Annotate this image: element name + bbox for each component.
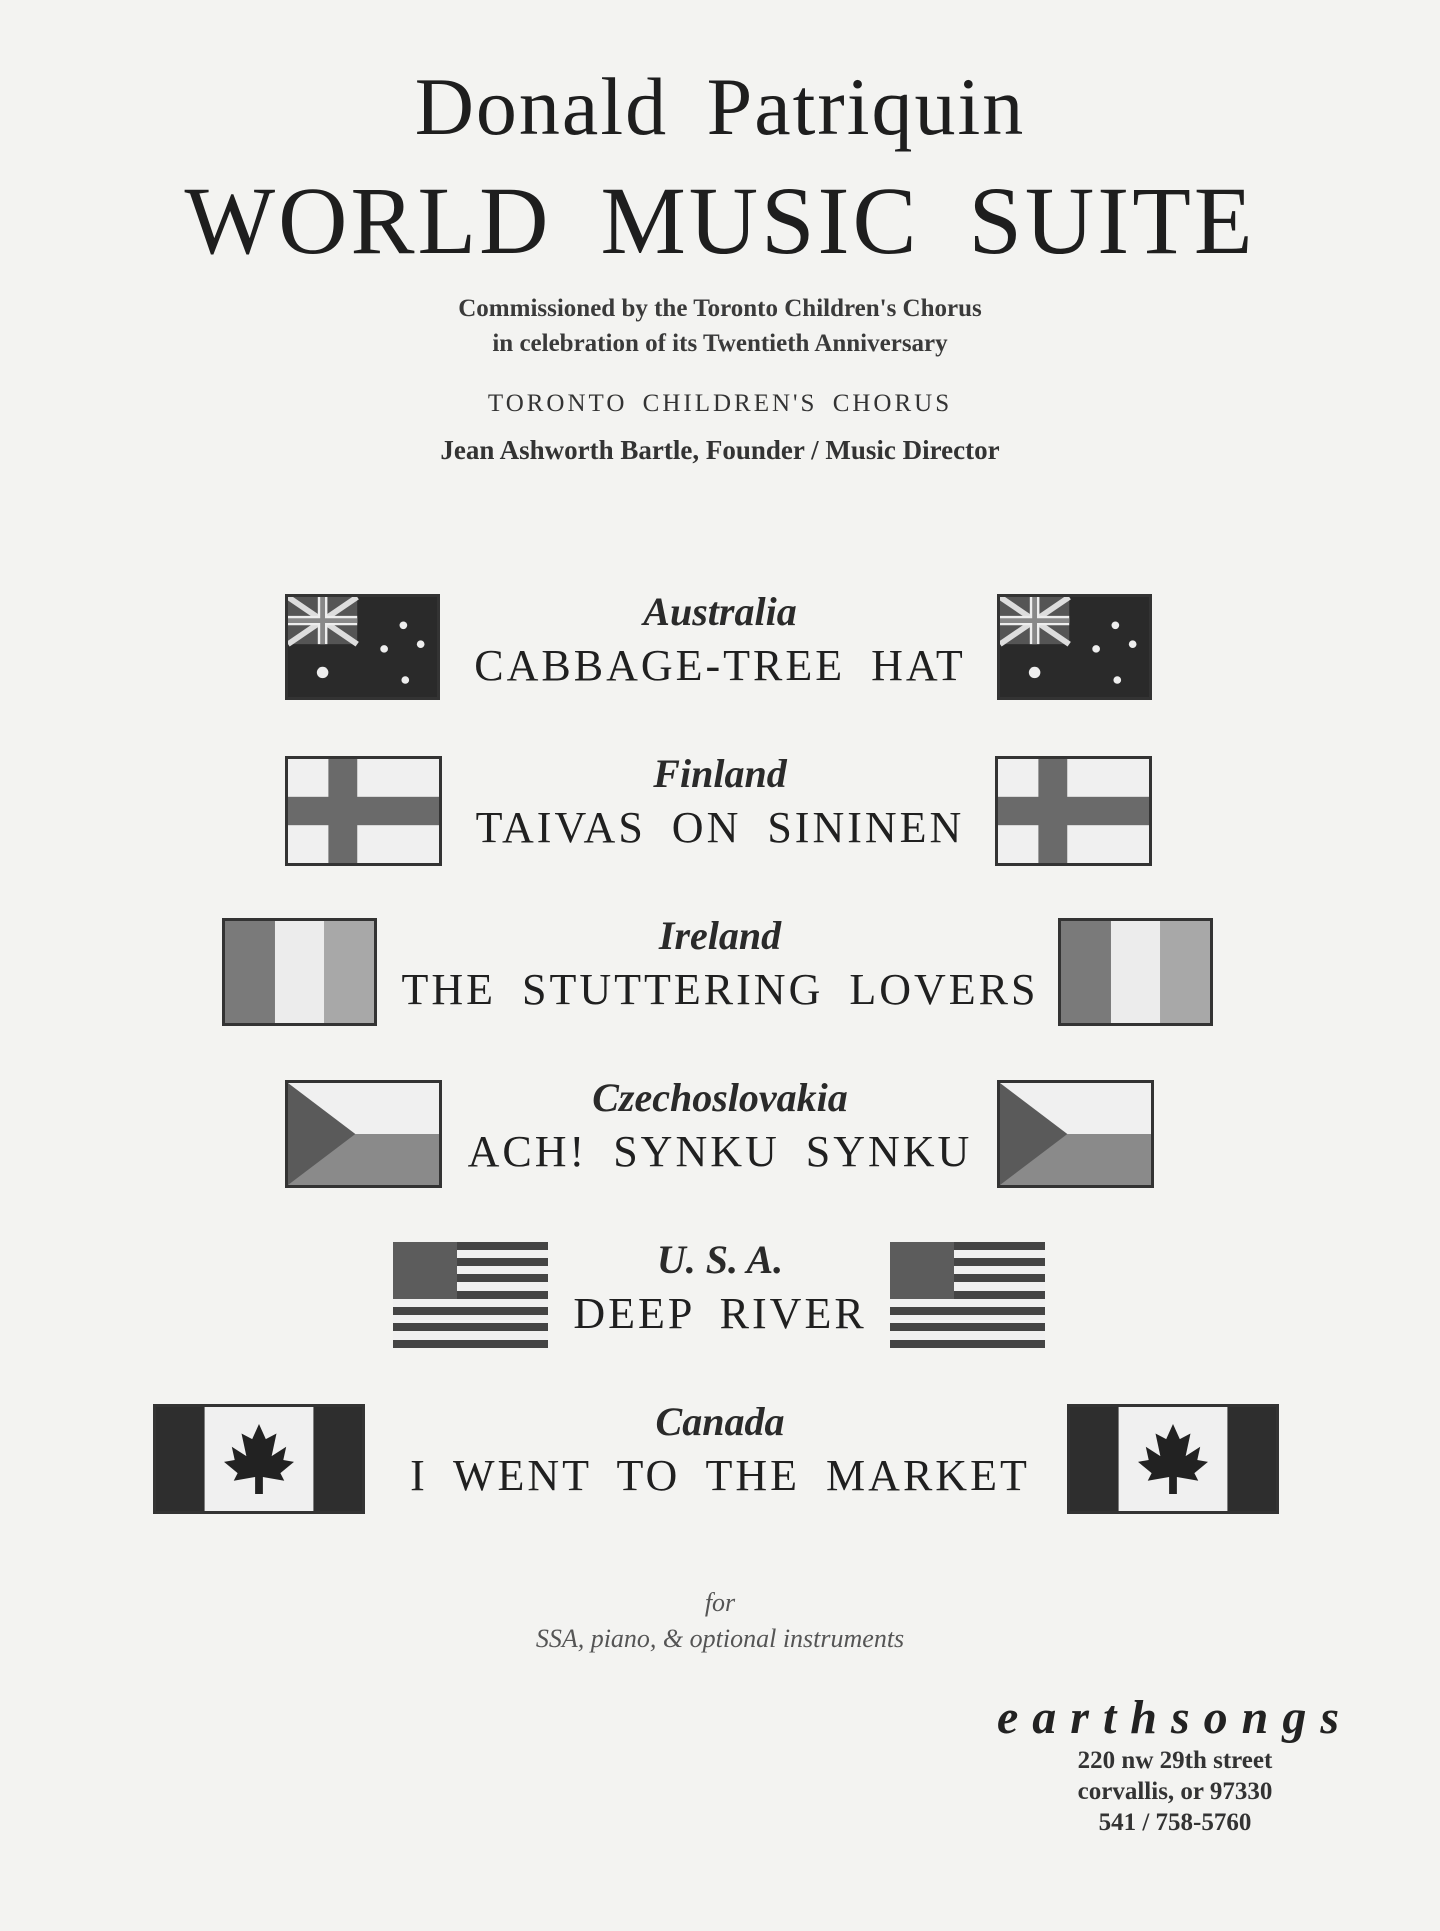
publisher-address-2: corvallis, or 97330	[1077, 1778, 1273, 1805]
commission-line-1: Commissioned by the Toronto Children's Chorus	[458, 295, 982, 322]
country-label: Czechoslovakia	[592, 1075, 848, 1120]
publisher-phone: 541 / 758-5760	[1098, 1809, 1252, 1836]
publisher-name: earthsongs	[996, 1691, 1354, 1744]
czechoslovakia-flag-icon	[997, 1080, 1154, 1188]
for-label: for	[704, 1588, 736, 1617]
publisher-block	[975, 1690, 1375, 1838]
usa-flag-icon	[393, 1242, 548, 1348]
country-label: U. S. A.	[656, 1237, 784, 1282]
australia-flag-icon	[997, 594, 1152, 700]
canada-flag-icon	[1067, 1404, 1279, 1514]
country-label: Finland	[653, 751, 787, 796]
czechoslovakia-flag-icon	[285, 1080, 442, 1188]
finland-flag-icon	[995, 756, 1152, 866]
song-title: CABBAGE-TREE HAT	[474, 641, 966, 690]
usa-flag-icon	[890, 1242, 1045, 1348]
commission-line-2: in celebration of its Twentieth Anniversary	[492, 330, 948, 357]
song-title: ACH! SYNKU SYNKU	[467, 1127, 973, 1176]
page-title: WORLD MUSIC SUITE	[184, 167, 1256, 274]
canada-flag-icon	[153, 1404, 365, 1514]
country-label: Ireland	[658, 913, 782, 958]
song-title: I WENT TO THE MARKET	[410, 1451, 1030, 1500]
ireland-flag-icon	[222, 918, 377, 1026]
choir-name: TORONTO CHILDREN'S CHORUS	[487, 390, 953, 417]
director-line: Jean Ashworth Bartle, Founder / Music Director	[440, 435, 1000, 465]
song-title: DEEP RIVER	[573, 1289, 867, 1338]
composer-name: Donald Patriquin	[414, 61, 1026, 152]
song-title: TAIVAS ON SININEN	[475, 803, 965, 852]
publisher-address-1: 220 nw 29th street	[1077, 1747, 1273, 1774]
country-label: Australia	[643, 589, 797, 634]
country-label: Canada	[655, 1399, 785, 1444]
ireland-flag-icon	[1058, 918, 1213, 1026]
australia-flag-icon	[285, 594, 440, 700]
instrumentation: SSA, piano, & optional instruments	[535, 1624, 905, 1653]
finland-flag-icon	[285, 756, 442, 866]
song-title: THE STUTTERING LOVERS	[401, 965, 1039, 1014]
